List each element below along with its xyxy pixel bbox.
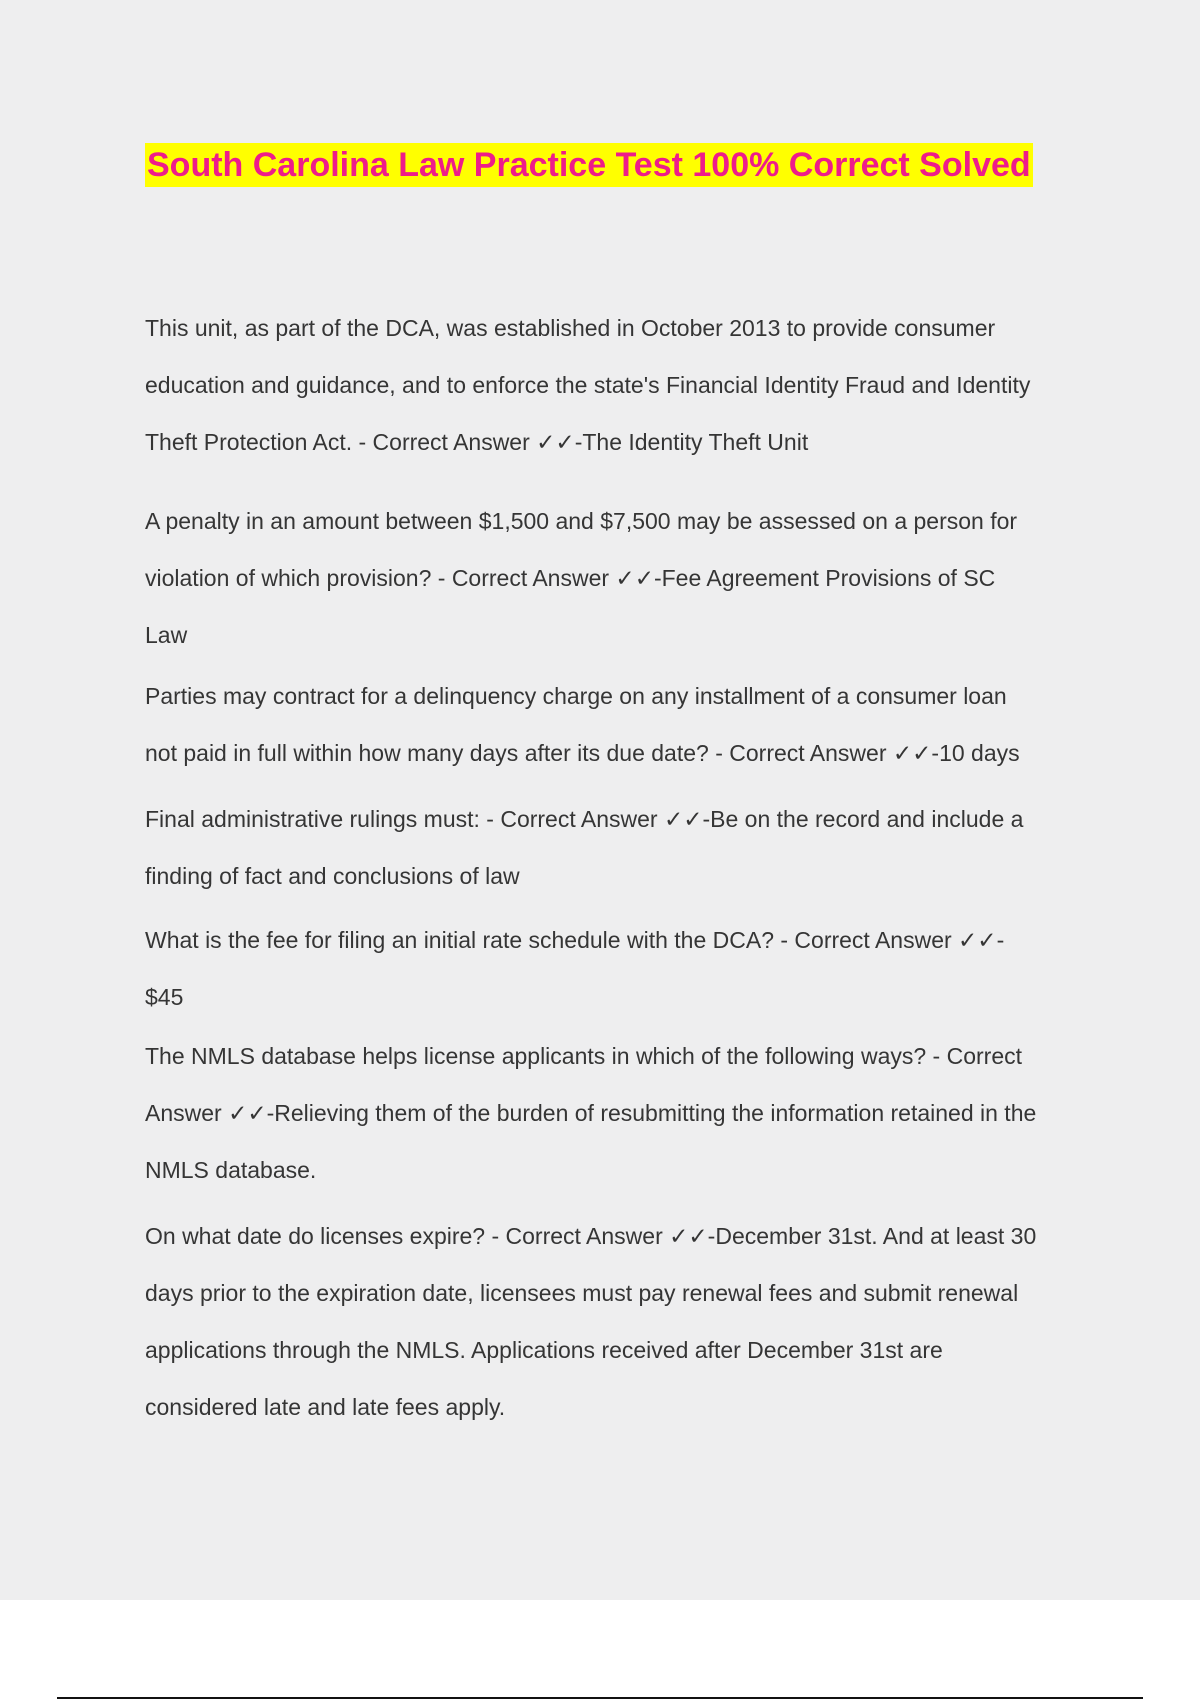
qa-line: NMLS database. [145,1157,317,1183]
qa-item-1 [145,300,1090,471]
footer-divider [57,1697,1143,1699]
qa-line: This unit, as part of the DCA, was established in October 2013 to provide consumer [145,315,996,341]
qa-line: violation of which provision? - Correct Answer ✓✓-Fee Agreement Provisions of SC [145,565,996,591]
qa-item-7 [145,1208,1090,1436]
qa-line: finding of fact and conclusions of law [145,863,520,889]
qa-line: Answer ✓✓-Relieving them of the burden of resubmitting the information retained in the [145,1100,1037,1126]
qa-line: not paid in full within how many days after its due date? - Correct Answer ✓✓-10 days [145,740,1020,766]
qa-item-4 [145,791,1090,905]
qa-line: days prior to the expiration date, licensees must pay renewal fees and submit renewal [145,1280,1019,1306]
qa-line: applications through the NMLS. Applications received after December 31st are [145,1337,943,1363]
document-title: South Carolina Law Practice Test 100% Correct Solved [145,143,1033,187]
qa-item-2 [145,493,1090,664]
qa-item-5 [145,912,1090,1026]
qa-line: What is the fee for filing an initial rate schedule with the DCA? - Correct Answer ✓✓- [145,927,1005,953]
qa-line: education and guidance, and to enforce the state's Financial Identity Fraud and Identity [145,372,1031,398]
qa-line: $45 [145,984,184,1010]
qa-line: considered late and late fees apply. [145,1394,506,1420]
qa-item-6 [145,1028,1090,1199]
qa-line: Final administrative rulings must: - Correct Answer ✓✓-Be on the record and include a [145,806,1024,832]
qa-item-3 [145,668,1090,782]
qa-line: The NMLS database helps license applicants in which of the following ways? - Correct [145,1043,1022,1069]
qa-line: A penalty in an amount between $1,500 and $7,500 may be assessed on a person for [145,508,1018,534]
qa-line: On what date do licenses expire? - Correct Answer ✓✓-December 31st. And at least 30 [145,1223,1037,1249]
qa-line: Theft Protection Act. - Correct Answer ✓✓-The Identity Theft Unit [145,429,809,455]
qa-line: Parties may contract for a delinquency charge on any installment of a consumer loan [145,683,1007,709]
qa-line: Law [145,622,188,648]
